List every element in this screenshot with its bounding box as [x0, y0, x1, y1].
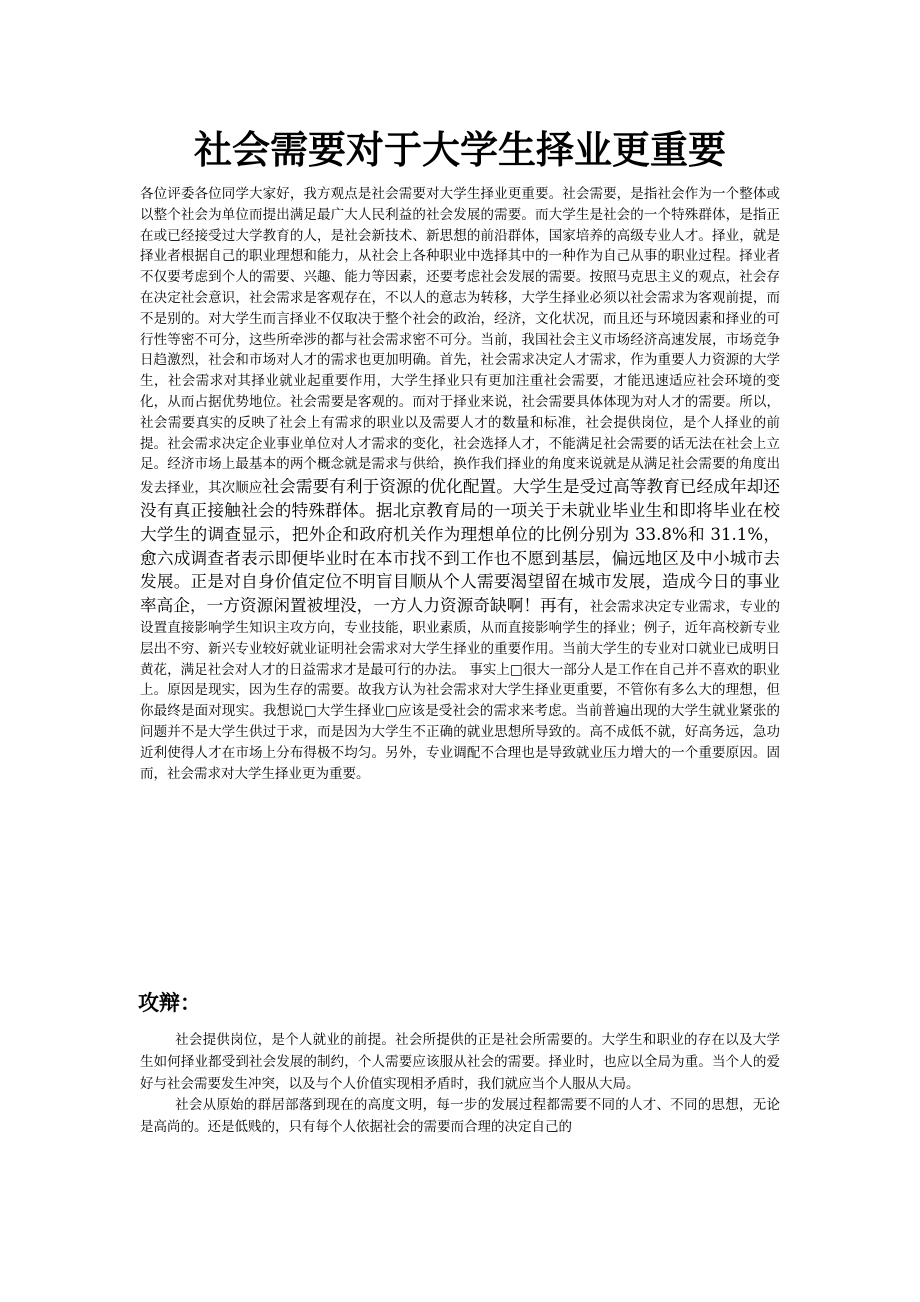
opening-text-part2: 社会需要有利于资源的优化配置。大学生是受过高等教育已经成年却还没有真正接触社会的特殊群体。据北京教育局的一项关于未就业毕业生和即将毕业在校大学生的调查显示，把外企和政府机关作为理想单位的比例分别为 33.8%和 31.1%，愈六成调查者表示即便毕业时在本市找不到工作也不愿到基层，偏远地区及中小城市去发展。正是对自身价值定位不明盲目顺从个人需要渴望留在城市发展，造成今日的事业率高企，一方资源闲置被埋没，一方人力资源奇缺啊！再有， [140, 477, 781, 616]
attack-section [140, 1030, 780, 1139]
opening-text-part1: 各位评委各位同学大家好，我方观点是社会需要对大学生择业更重要。社会需要，是指社会作为一个整体或以整个社会为单位而提出满足最广大人民利益的社会发展的需要。而大学生是社会的一个特殊群体，是指正在或已经接受过大学教育的人，是社会新技术、新思想的前沿群体，国家培养的高级专业人才。择业，就是择业者根据自己的职业理想和能力，从社会上各种职业中选择其中的一种作为自己从事的职业过程。择业者不仅要考虑到个人的需要、兴趣、能力等因素，还要考虑社会发展的需要。按照马克思主义的观点，社会存在决定社会意识，社会需求是客观存在，不以人的意志为转移，大学生择业必须以社会需求为客观前提，而不是别的。对大学生而言择业不仅取决于整个社会的政治，经济，文化状况，而且还与环境因素和择业的可行性等密不可分，这些所牵涉的都与社会需求密不可分。当前，我国社会主义市场经济高速发展，市场竞争日趋激烈，社会和市场对人才的需求也更加明确。首先，社会需求决定人才需求，作为重要人力资源的大学生，社会需求对其择业就业起重要作用，大学生择业只有更加注重社会需要，才能迅速适应社会环境的变化，从而占据优势地位。社会需要是客观的。而对于择业来说，社会需要具体体现为对人才的需要。所以，社会需要真实的反映了社会上有需求的职业以及需要人才的数量和标准，社会提供岗位，是个人择业的前提。社会需求决定企业事业单位对人才需求的变化，社会选择人才，不能满足社会需要的话无法在社会上立足。经济市场上最基本的两个概念就是需求与供给，换作我们择业的角度来说就是从满足社会需要的角度出发去择业，其次顺应 [140, 186, 780, 497]
attack-paragraph: 社会提供岗位，是个人就业的前提。社会所提供的正是社会所需要的。大学生和职业的存在以及大学生如何择业都受到社会发展的制约，个人需要应该服从社会的需要。择业时，也应以全局为重。当个人的爱好与社会需要发生冲突，以及与个人价值实现相矛盾时，我们就应当个人服从大局。 [140, 1032, 780, 1092]
opening-text-part3: 社会需求决定专业需求，专业的设置直接影响学生知识主攻方向，专业技能，职业素质，从而直接影响学生的择业；例子，近年高校新专业层出不穷、新兴专业较好就业证明社会需求对大学生择业的重要作用。当前大学生的专业对口就业已成明日黄花，满足社会对人才的日益需求才是最可行的办法。 事实上□很大一部分人是工作在自己并不喜欢的职业上。原因是现实，因为生存的需要。故我方认为社会需求对大学生择业更重要，不管你有多么大的理想，但你最终是面对现实。我想说□大学生择业□应该是受社会的需求来考虑。当前普遍出现的大学生就业紧张的问题并不是大学生供过于求，而是因为大学生不正确的就业思想所导致的。高不成低不就，好高务远，急功近利使得人才在市场上分布得极不均匀。另外，专业调配不合理也是导致就业压力增大的一个重要原因。固而，社会需求对大学生择业更为重要。 [140, 599, 781, 782]
opening-paragraph [140, 184, 780, 784]
attack-heading: 攻辩： [138, 991, 201, 1015]
opening-statement [140, 184, 780, 784]
document-title: 社会需要对于大学生择业更重要 [193, 128, 726, 172]
attack-paragraph: 社会从原始的群居部落到现在的高度文明，每一步的发展过程都需要不同的人才、不同的思想，无论是高尚的。还是低贱的，只有每个人依据社会的需要而合理的决定自己的 [140, 1097, 780, 1136]
